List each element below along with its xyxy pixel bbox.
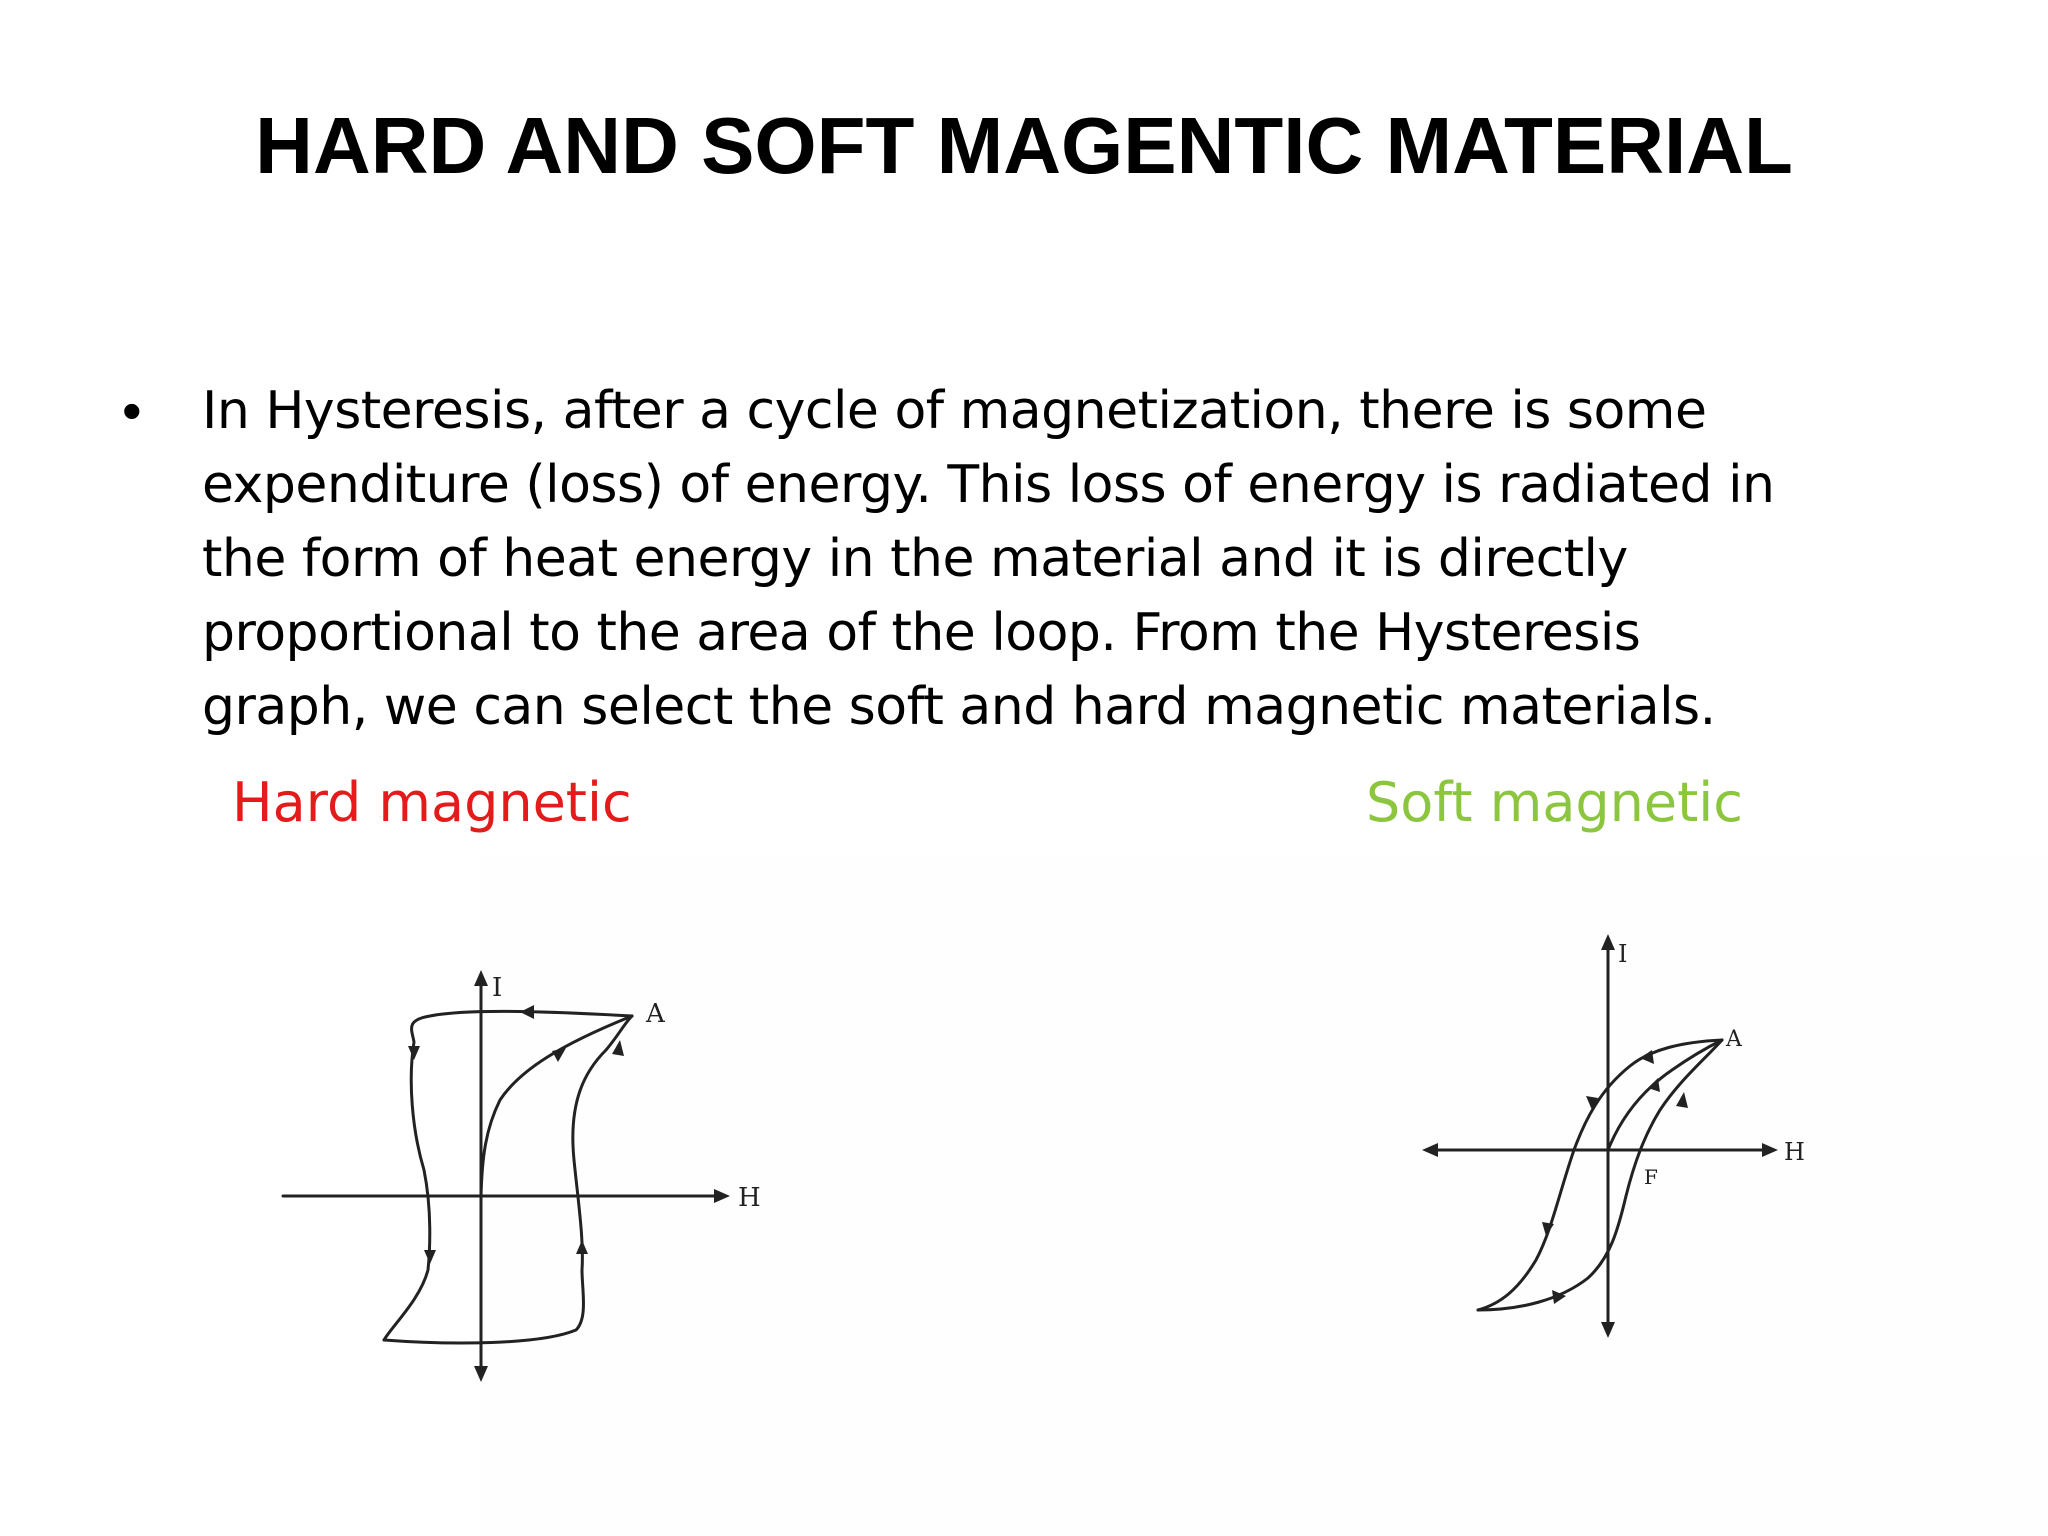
- soft-i-axis-arrow-up: [1601, 934, 1615, 950]
- hard-x-axis-label: H: [738, 1183, 761, 1213]
- soft-loop-lower-branch: [1478, 1040, 1722, 1310]
- soft-i-axis-arrow-down: [1601, 1322, 1615, 1338]
- bullet-icon: •: [122, 379, 142, 442]
- bullet-line: the form of heat energy in the material and it is directly: [202, 529, 1628, 589]
- bullet-line: In Hysteresis, after a cycle of magnetization, there is some: [202, 381, 1707, 441]
- hard-magnetic-label: Hard magnetic: [232, 771, 632, 834]
- soft-point-label: A: [1726, 1027, 1742, 1052]
- soft-y-axis-label: I: [1618, 940, 1628, 968]
- soft-x-axis-label: H: [1784, 1138, 1805, 1166]
- soft-loop-arrow-lower-right: [1676, 1092, 1688, 1108]
- slide-title: HARD AND SOFT MAGENTIC MATERIAL: [255, 101, 1793, 190]
- soft-h-axis-arrow-left: [1422, 1143, 1438, 1157]
- soft-loop-arrow-top: [1640, 1050, 1654, 1064]
- soft-h-axis-arrow-right: [1762, 1143, 1778, 1157]
- bullet-line: proportional to the area of the loop. From the Hysteresis: [202, 603, 1641, 663]
- soft-magnetic-label: Soft magnetic: [1366, 771, 1743, 834]
- hard-y-axis-label: I: [492, 973, 503, 1003]
- bullet-line: expenditure (loss) of energy. This loss of energy is radiated in: [202, 455, 1775, 515]
- bullet-line: graph, we can select the soft and hard magnetic materials.: [202, 677, 1716, 737]
- soft-intercept-label: F: [1644, 1165, 1658, 1189]
- soft-loop-upper-branch: [1478, 1040, 1722, 1310]
- hard-point-label: A: [646, 999, 665, 1029]
